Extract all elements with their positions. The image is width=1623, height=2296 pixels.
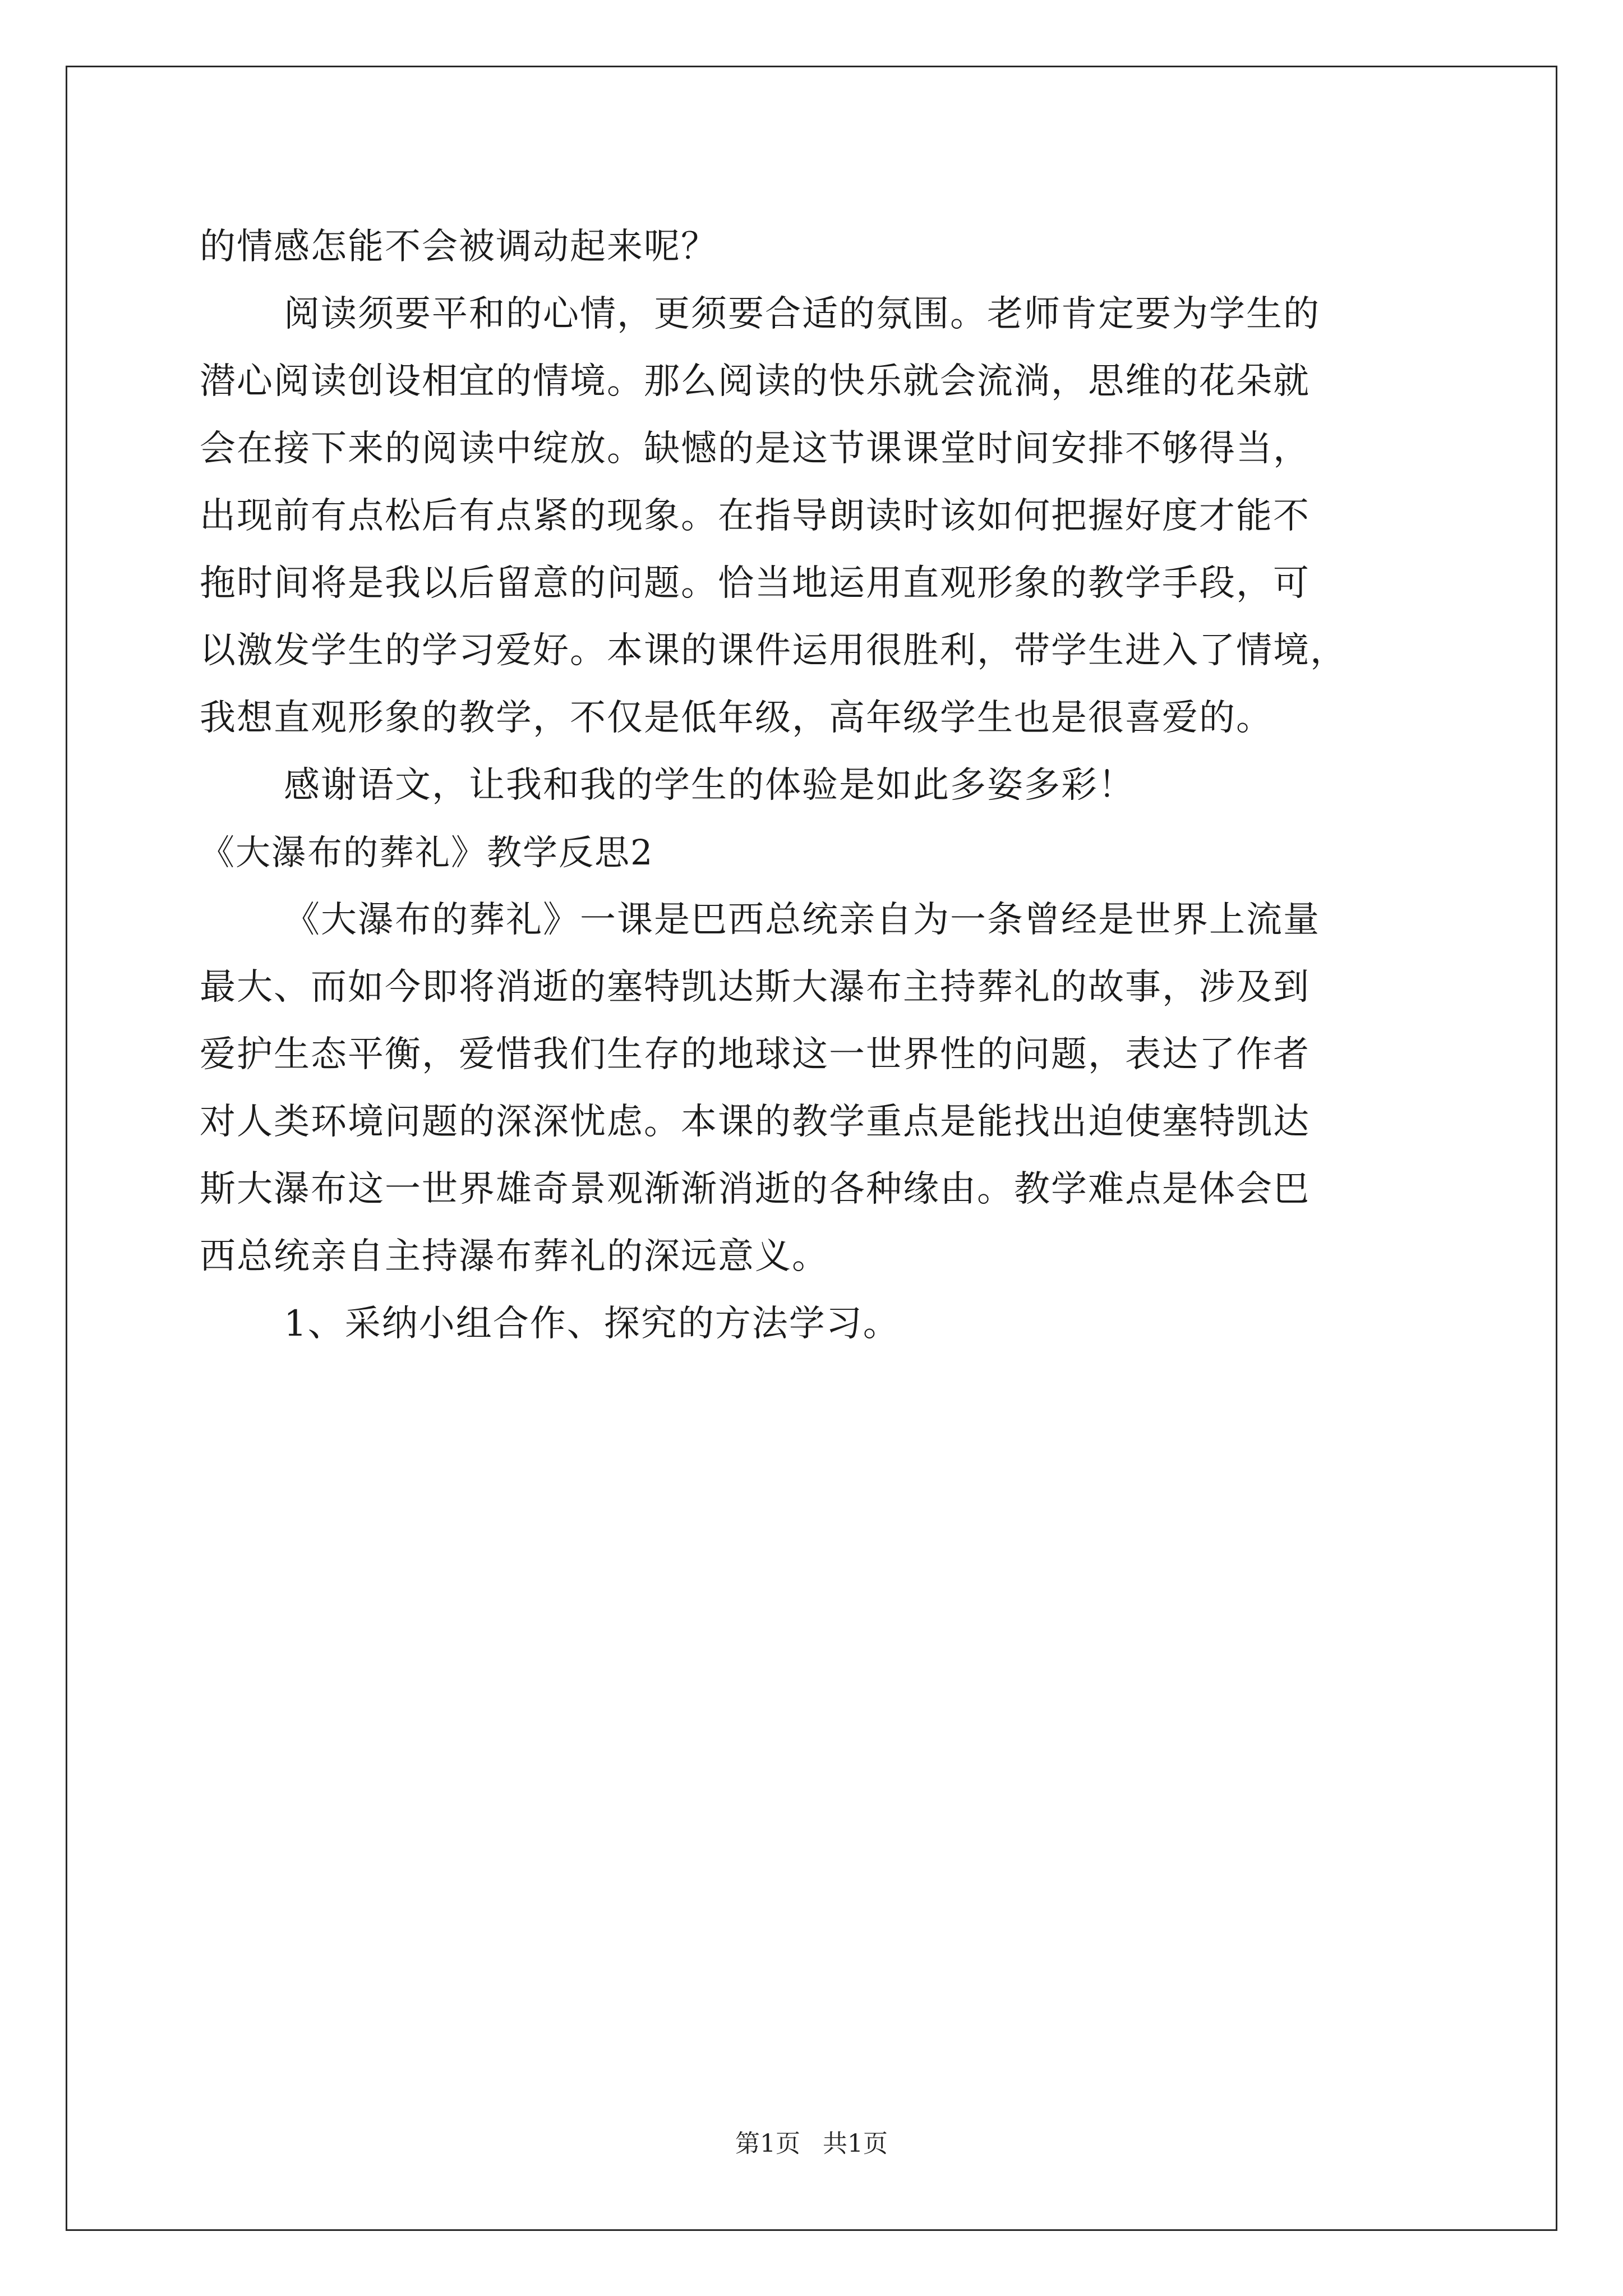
text-line: 阅读须要平和的心情，更须要合适的氛围。老师肯定要为学生的	[284, 293, 1320, 335]
text-line: 我想直观形象的教学，不仅是低年级，高年级学生也是很喜爱的。	[200, 697, 1273, 739]
text-line: 会在接下来的阅读中绽放。缺憾的是这节课课堂时间安排不够得当，	[200, 428, 1310, 470]
text-line: 的情感怎能不会被调动起来呢？	[200, 226, 718, 268]
text-line: 爱护生态平衡，爱惜我们生存的地球这一世界性的问题，表达了作者	[200, 1034, 1310, 1075]
text-line: 潜心阅读创设相宜的情境。那么阅读的快乐就会流淌，思维的花朵就	[200, 361, 1310, 402]
text-line: 西总统亲自主持瀑布葬礼的深远意义。	[200, 1236, 829, 1277]
text-line: 以激发学生的学习爱好。本课的课件运用很胜利，带学生进入了情境，	[200, 630, 1347, 671]
text-line: 斯大瀑布这一世界雄奇景观渐渐消逝的各种缘由。教学难点是体会巴	[200, 1168, 1310, 1210]
text-line: 感谢语文，让我和我的学生的体验是如此多姿多彩！	[284, 765, 1135, 806]
text-line: 最大、而如今即将消逝的塞特凯达斯大瀑布主持葬礼的故事，涉及到	[200, 967, 1310, 1008]
text-line: 拖时间将是我以后留意的问题。恰当地运用直观形象的教学手段，可	[200, 563, 1310, 604]
page-total: 共1页	[823, 2129, 888, 2158]
page-footer	[0, 2127, 1623, 2161]
list-item: 1、采纳小组合作、探究的方法学习。	[284, 1303, 900, 1345]
section-heading: 《大瀑布的葬礼》教学反思2	[200, 832, 654, 873]
document-body	[200, 213, 1433, 1358]
text-line: 《大瀑布的葬礼》一课是巴西总统亲自为一条曾经是世界上流量	[284, 899, 1320, 941]
text-line: 对人类环境问题的深深忧虑。本课的教学重点是能找出迫使塞特凯达	[200, 1101, 1310, 1143]
page-number: 第1页	[735, 2129, 800, 2158]
text-line: 出现前有点松后有点紧的现象。在指导朗读时该如何把握好度才能不	[200, 495, 1310, 537]
